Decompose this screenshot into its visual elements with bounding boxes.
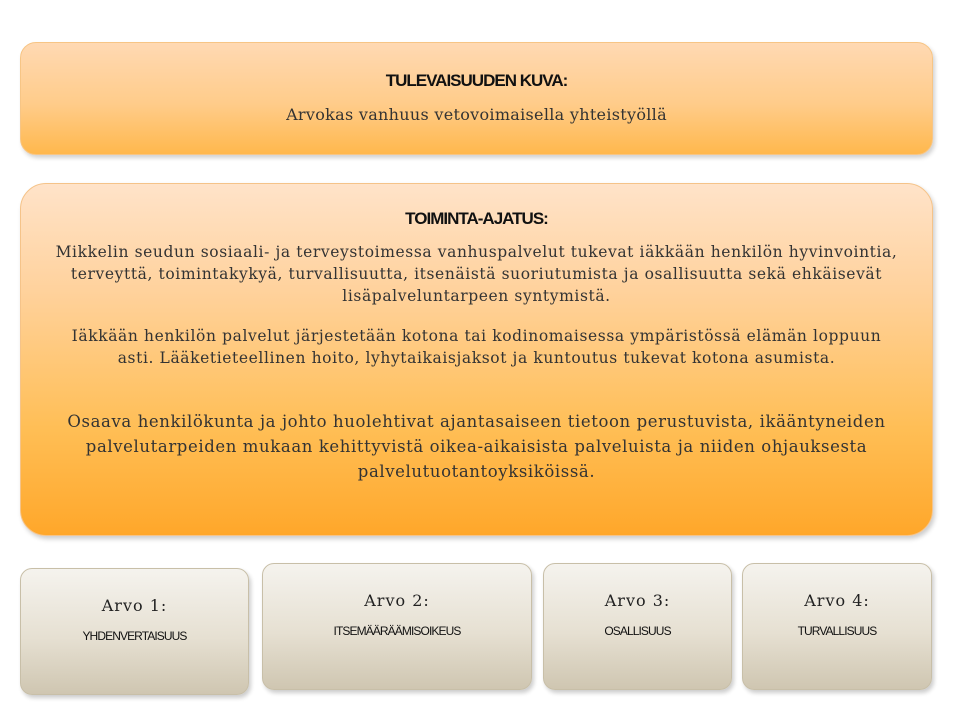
value-name: ITSEMÄÄRÄÄMISOIKEUS	[333, 624, 461, 638]
value-name: TURVALLISUUS	[797, 624, 877, 638]
value-title: Arvo 1:	[101, 596, 168, 615]
value-box-3	[543, 563, 732, 690]
value-title: Arvo 4:	[804, 591, 870, 610]
value-title: Arvo 2:	[364, 591, 430, 610]
mission-heading: TOIMINTA-AJATUS:	[405, 209, 548, 228]
mission-paragraph-2: Iäkkään henkilön palvelut järjestetään kotona tai kodinomaisessa ympäristössä elämän loppuun asti. Lääketieteellinen hoito, lyhytaikaisjaksot ja kuntoutus tukevat kotona asumista.	[71, 327, 882, 367]
value-box-1	[20, 568, 249, 695]
mission-paragraph-1: Mikkelin seudun sosiaali- ja terveystoimessa vanhuspalvelut tukevat iäkkään henkilön hyvinvointia, terveyttä, toimintakykyä, turvallisuutta, itsenäistä suoriutumista ja osallisuutta sekä ehkäisevät lisäpalveluntarpeen syntymistä.	[55, 243, 898, 305]
value-title: Arvo 3:	[604, 591, 671, 610]
mission-paragraph-3: Osaava henkilökunta ja johto huolehtivat ajantasaiseen tietoon perustuvista, ikääntyneiden palvelutarpeiden mukaan kehittyvistä oikea-aikaisista palveluista ja niiden ohjauksesta palvelutuotantoyksiköissä.	[67, 412, 886, 481]
vision-box	[20, 42, 933, 155]
value-box-2	[262, 563, 532, 690]
value-name: OSALLISUUS	[604, 624, 671, 638]
value-box-4	[742, 563, 932, 690]
mission-box	[20, 183, 933, 536]
value-name: YHDENVERTAISUUS	[82, 629, 187, 643]
vision-heading: TULEVAISUUDEN KUVA:	[385, 71, 568, 90]
vision-statement: Arvokas vanhuus vetovoimaisella yhteistyöllä	[286, 105, 667, 124]
